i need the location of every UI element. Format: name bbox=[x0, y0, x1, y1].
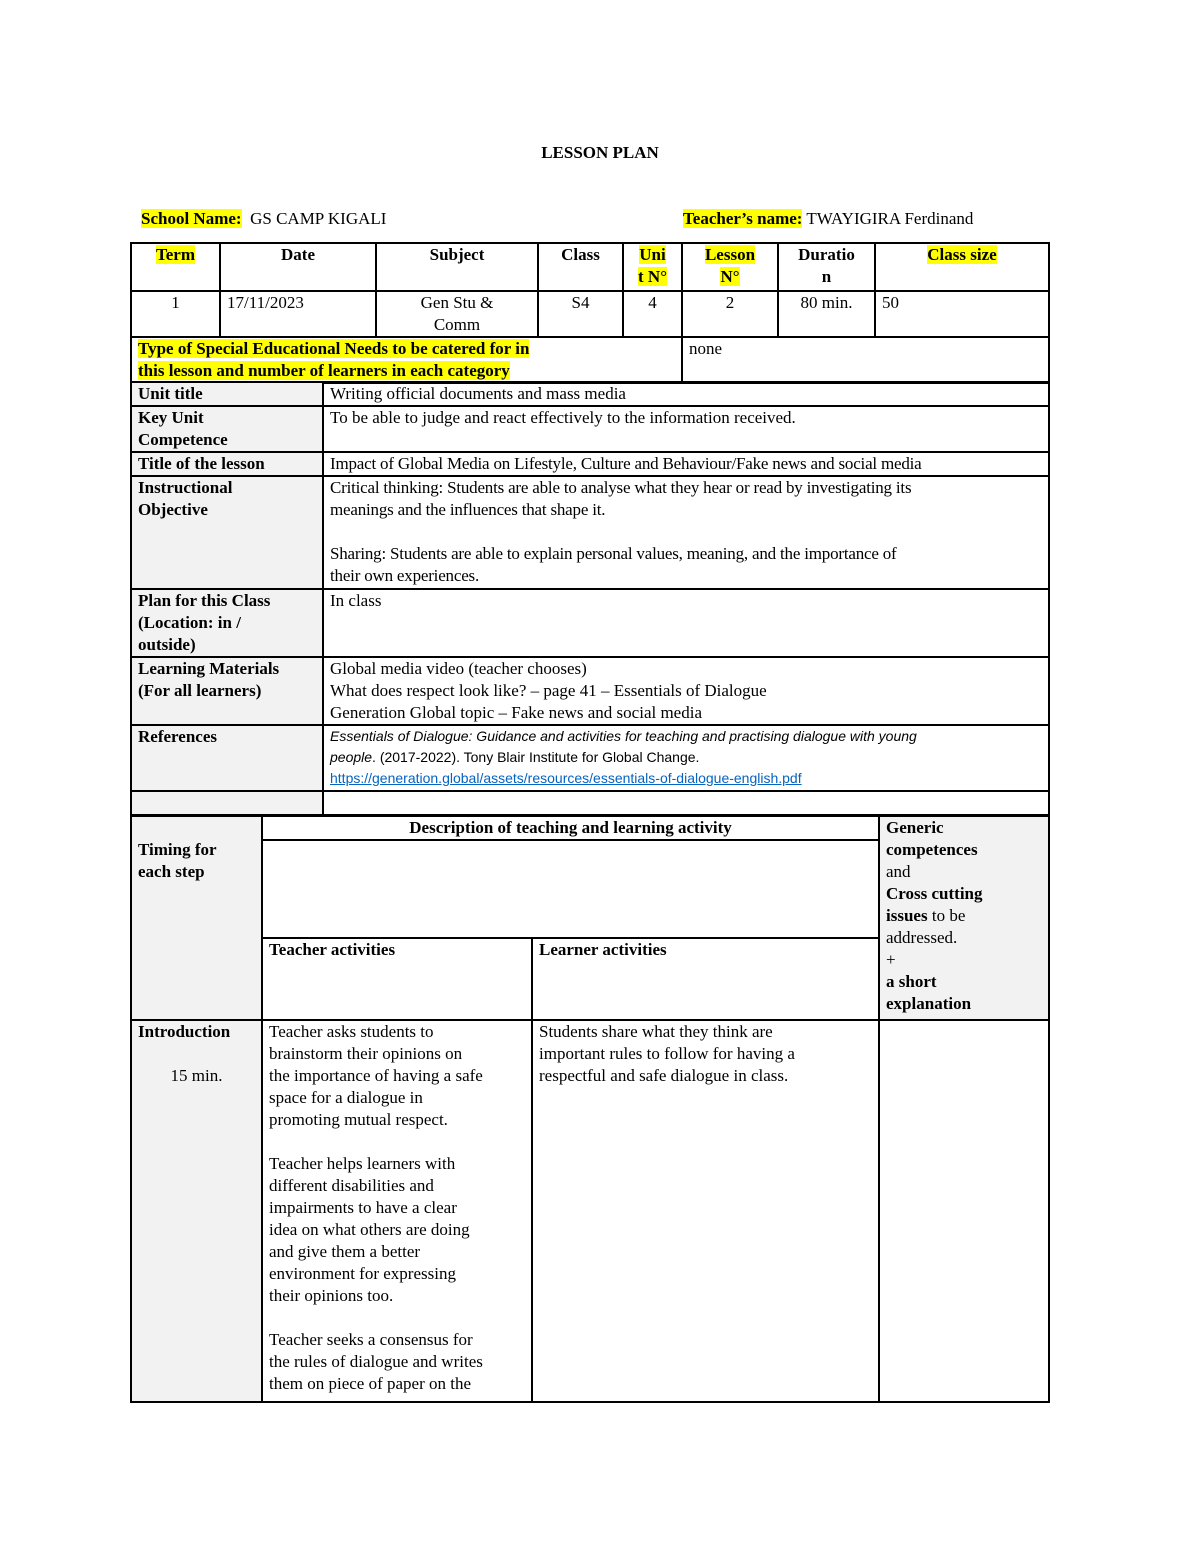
learner-activities-cell: Students share what they think are important rules to follow for having a respectful and safe dialogue in class. bbox=[532, 1020, 879, 1402]
page-title: LESSON PLAN bbox=[541, 143, 659, 162]
lesson-header: Lesson N° bbox=[682, 243, 778, 291]
unit-title-row bbox=[131, 382, 1049, 406]
lesson-details-table bbox=[130, 381, 1050, 816]
competences-cell bbox=[879, 1020, 1049, 1402]
class-size-value: 50 bbox=[875, 291, 1049, 337]
class-size-header: Class size bbox=[875, 243, 1049, 291]
activity-table bbox=[130, 815, 1050, 1403]
empty-cell-right bbox=[323, 791, 1049, 815]
teacher-name-label: Teacher’s name: bbox=[683, 209, 803, 228]
lesson-title-value: Impact of Global Media on Lifestyle, Culture and Behaviour/Fake news and social media bbox=[323, 452, 1049, 476]
materials-label: Learning Materials (For all learners) bbox=[131, 657, 323, 725]
objective-value: Critical thinking: Students are able to analyse what they hear or read by investigating its meanings and the influences that shape it. Sharing: Students are able to explain personal values, meaning, and the importance of their own experiences. bbox=[323, 476, 1049, 589]
duration-header: Duratio n bbox=[778, 243, 875, 291]
introduction-row bbox=[131, 1020, 1049, 1402]
empty-cell-left bbox=[131, 791, 323, 815]
objective-label: Instructional Objective bbox=[131, 476, 323, 589]
class-value: S4 bbox=[538, 291, 623, 337]
sen-row bbox=[131, 337, 1049, 383]
unit-title-value: Writing official documents and mass media bbox=[323, 382, 1049, 406]
date-value: 17/11/2023 bbox=[220, 291, 376, 337]
sen-label: Type of Special Educational Needs to be catered for in this lesson and number of learners in each category bbox=[131, 337, 682, 383]
introduction-cell: Introduction 15 min. bbox=[131, 1020, 262, 1402]
key-unit-row bbox=[131, 406, 1049, 452]
plan-row bbox=[131, 589, 1049, 657]
empty-row bbox=[131, 791, 1049, 815]
date-header: Date bbox=[220, 243, 376, 291]
teacher-activities-cell: Teacher asks students to brainstorm their opinions on the importance of having a safe space for a dialogue in promoting mutual respect. Teacher helps learners with different disabilities and impairments to have a clear idea on what others are doing and give them a better environment for expressing their opinions too. Teacher seeks a consensus for the rules of dialogue and writes them on piece of paper on the bbox=[262, 1020, 532, 1402]
objective-row bbox=[131, 476, 1049, 589]
lesson-info-table bbox=[130, 242, 1050, 384]
sen-value: none bbox=[682, 337, 1049, 383]
unit-header: Uni t N° bbox=[623, 243, 682, 291]
unit-title-label: Unit title bbox=[131, 382, 323, 406]
class-header: Class bbox=[538, 243, 623, 291]
term-header: Term bbox=[131, 243, 220, 291]
values-row bbox=[131, 291, 1049, 337]
teacher-name-value: TWAYIGIRA Ferdinand bbox=[806, 209, 974, 228]
lesson-title-row bbox=[131, 452, 1049, 476]
references-row bbox=[131, 725, 1049, 791]
school-name-label: School Name: bbox=[141, 209, 242, 228]
key-unit-label: Key Unit Competence bbox=[131, 406, 323, 452]
teacher-name bbox=[683, 208, 973, 230]
header-row bbox=[131, 243, 1049, 291]
school-name-value: GS CAMP KIGALI bbox=[250, 209, 387, 228]
plan-label: Plan for this Class (Location: in / outside) bbox=[131, 589, 323, 657]
timing-header: Timing for each step bbox=[131, 816, 262, 1020]
references-link[interactable]: https://generation.global/assets/resources/essentials-of-dialogue-english.pdf bbox=[330, 770, 802, 786]
school-name bbox=[141, 208, 386, 230]
duration-value: 80 min. bbox=[778, 291, 875, 337]
materials-row bbox=[131, 657, 1049, 725]
lesson-title-label: Title of the lesson bbox=[131, 452, 323, 476]
description-blank-cell bbox=[262, 840, 879, 938]
subject-header: Subject bbox=[376, 243, 538, 291]
term-value: 1 bbox=[131, 291, 220, 337]
description-header: Description of teaching and learning activity bbox=[262, 816, 879, 840]
learner-activities-header: Learner activities bbox=[532, 938, 879, 1020]
references-label: References bbox=[131, 725, 323, 791]
materials-value: Global media video (teacher chooses) What does respect look like? – page 41 – Essentials of Dialogue Generation Global topic – Fake news and social media bbox=[323, 657, 1049, 725]
teacher-activities-header: Teacher activities bbox=[262, 938, 532, 1020]
key-unit-value: To be able to judge and react effectively to the information received. bbox=[323, 406, 1049, 452]
references-value: Essentials of Dialogue: Guidance and activities for teaching and practising dialogue with young people. (2017-2022). Tony Blair Institute for Global Change. https://generation.global/assets/resources/essentials-of-dialogue-english.pdf bbox=[323, 725, 1049, 791]
generic-competences-header: Generic competences and Cross cutting issues to be addressed. + a short explanation bbox=[879, 816, 1049, 1020]
activity-header-row bbox=[131, 816, 1049, 840]
subject-value: Gen Stu & Comm bbox=[376, 291, 538, 337]
unit-value: 4 bbox=[623, 291, 682, 337]
plan-value: In class bbox=[323, 589, 1049, 657]
lesson-value: 2 bbox=[682, 291, 778, 337]
